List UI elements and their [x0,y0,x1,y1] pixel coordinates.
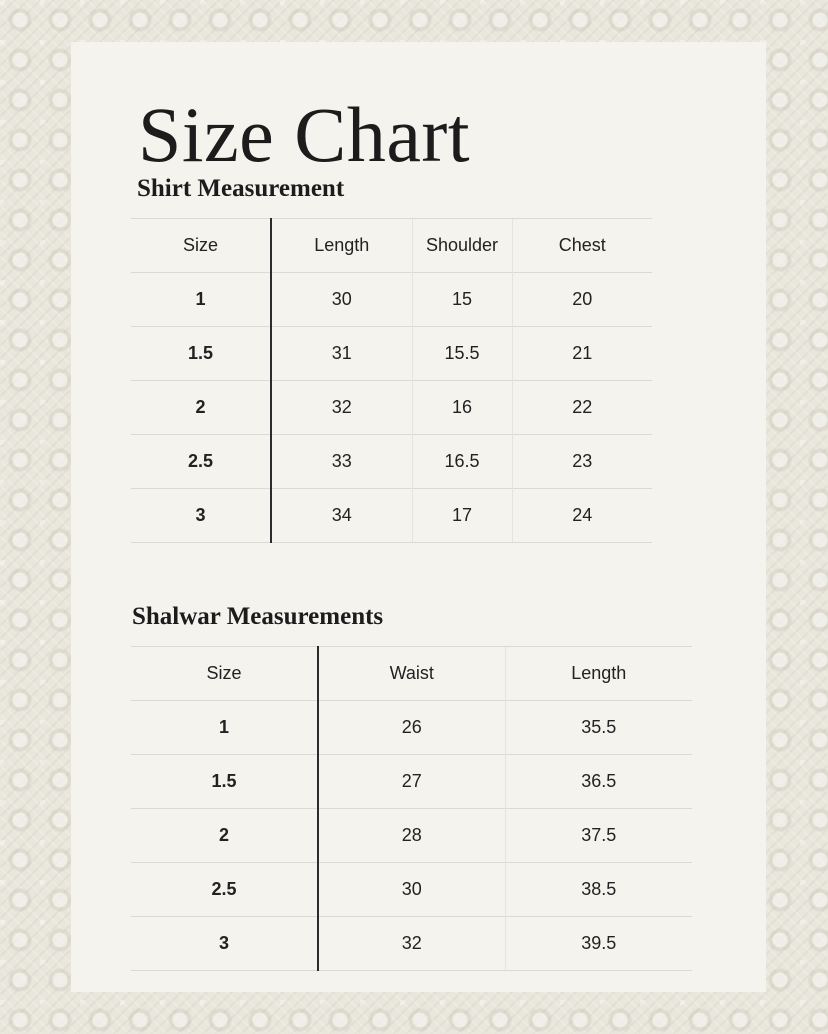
waist-cell: 30 [318,863,505,917]
table-header-row [131,647,692,701]
column-header-length: Length [505,647,692,701]
shirt-measurement-table [131,218,652,543]
shoulder-cell: 15.5 [412,327,512,381]
chest-cell: 21 [512,327,652,381]
size-cell: 2 [131,809,318,863]
table-row [131,435,652,489]
table-row [131,489,652,543]
table-row [131,917,692,971]
column-header-size: Size [131,219,271,273]
chest-cell: 22 [512,381,652,435]
waist-cell: 26 [318,701,505,755]
length-cell: 38.5 [505,863,692,917]
table-row [131,273,652,327]
table-row [131,701,692,755]
table-row [131,755,692,809]
table-header-row [131,219,652,273]
waist-cell: 32 [318,917,505,971]
size-cell: 3 [131,917,318,971]
shirt-section-title: Shirt Measurement [137,175,345,202]
length-cell: 30 [271,273,412,327]
column-header-waist: Waist [318,647,505,701]
chest-cell: 24 [512,489,652,543]
waist-cell: 27 [318,755,505,809]
column-header-size: Size [131,647,318,701]
size-cell: 2.5 [131,863,318,917]
length-cell: 39.5 [505,917,692,971]
size-cell: 1 [131,701,318,755]
shalwar-section-title: Shalwar Measurements [132,603,384,630]
chest-cell: 20 [512,273,652,327]
size-chart-panel [71,42,766,992]
shoulder-cell: 16 [412,381,512,435]
length-cell: 34 [271,489,412,543]
size-cell: 2.5 [131,435,271,489]
size-cell: 1 [131,273,271,327]
table-row [131,863,692,917]
size-cell: 2 [131,381,271,435]
chest-cell: 23 [512,435,652,489]
table-row [131,327,652,381]
length-cell: 32 [271,381,412,435]
column-header-shoulder: Shoulder [412,219,512,273]
length-cell: 35.5 [505,701,692,755]
size-cell: 1.5 [131,327,271,381]
size-cell: 3 [131,489,271,543]
column-header-length: Length [271,219,412,273]
table-row [131,381,652,435]
shoulder-cell: 16.5 [412,435,512,489]
shoulder-cell: 17 [412,489,512,543]
table-row [131,809,692,863]
shalwar-measurement-table [131,646,692,971]
length-cell: 31 [271,327,412,381]
waist-cell: 28 [318,809,505,863]
size-cell: 1.5 [131,755,318,809]
shoulder-cell: 15 [412,273,512,327]
length-cell: 33 [271,435,412,489]
length-cell: 37.5 [505,809,692,863]
column-header-chest: Chest [512,219,652,273]
length-cell: 36.5 [505,755,692,809]
page-title: Size Chart [138,91,471,178]
